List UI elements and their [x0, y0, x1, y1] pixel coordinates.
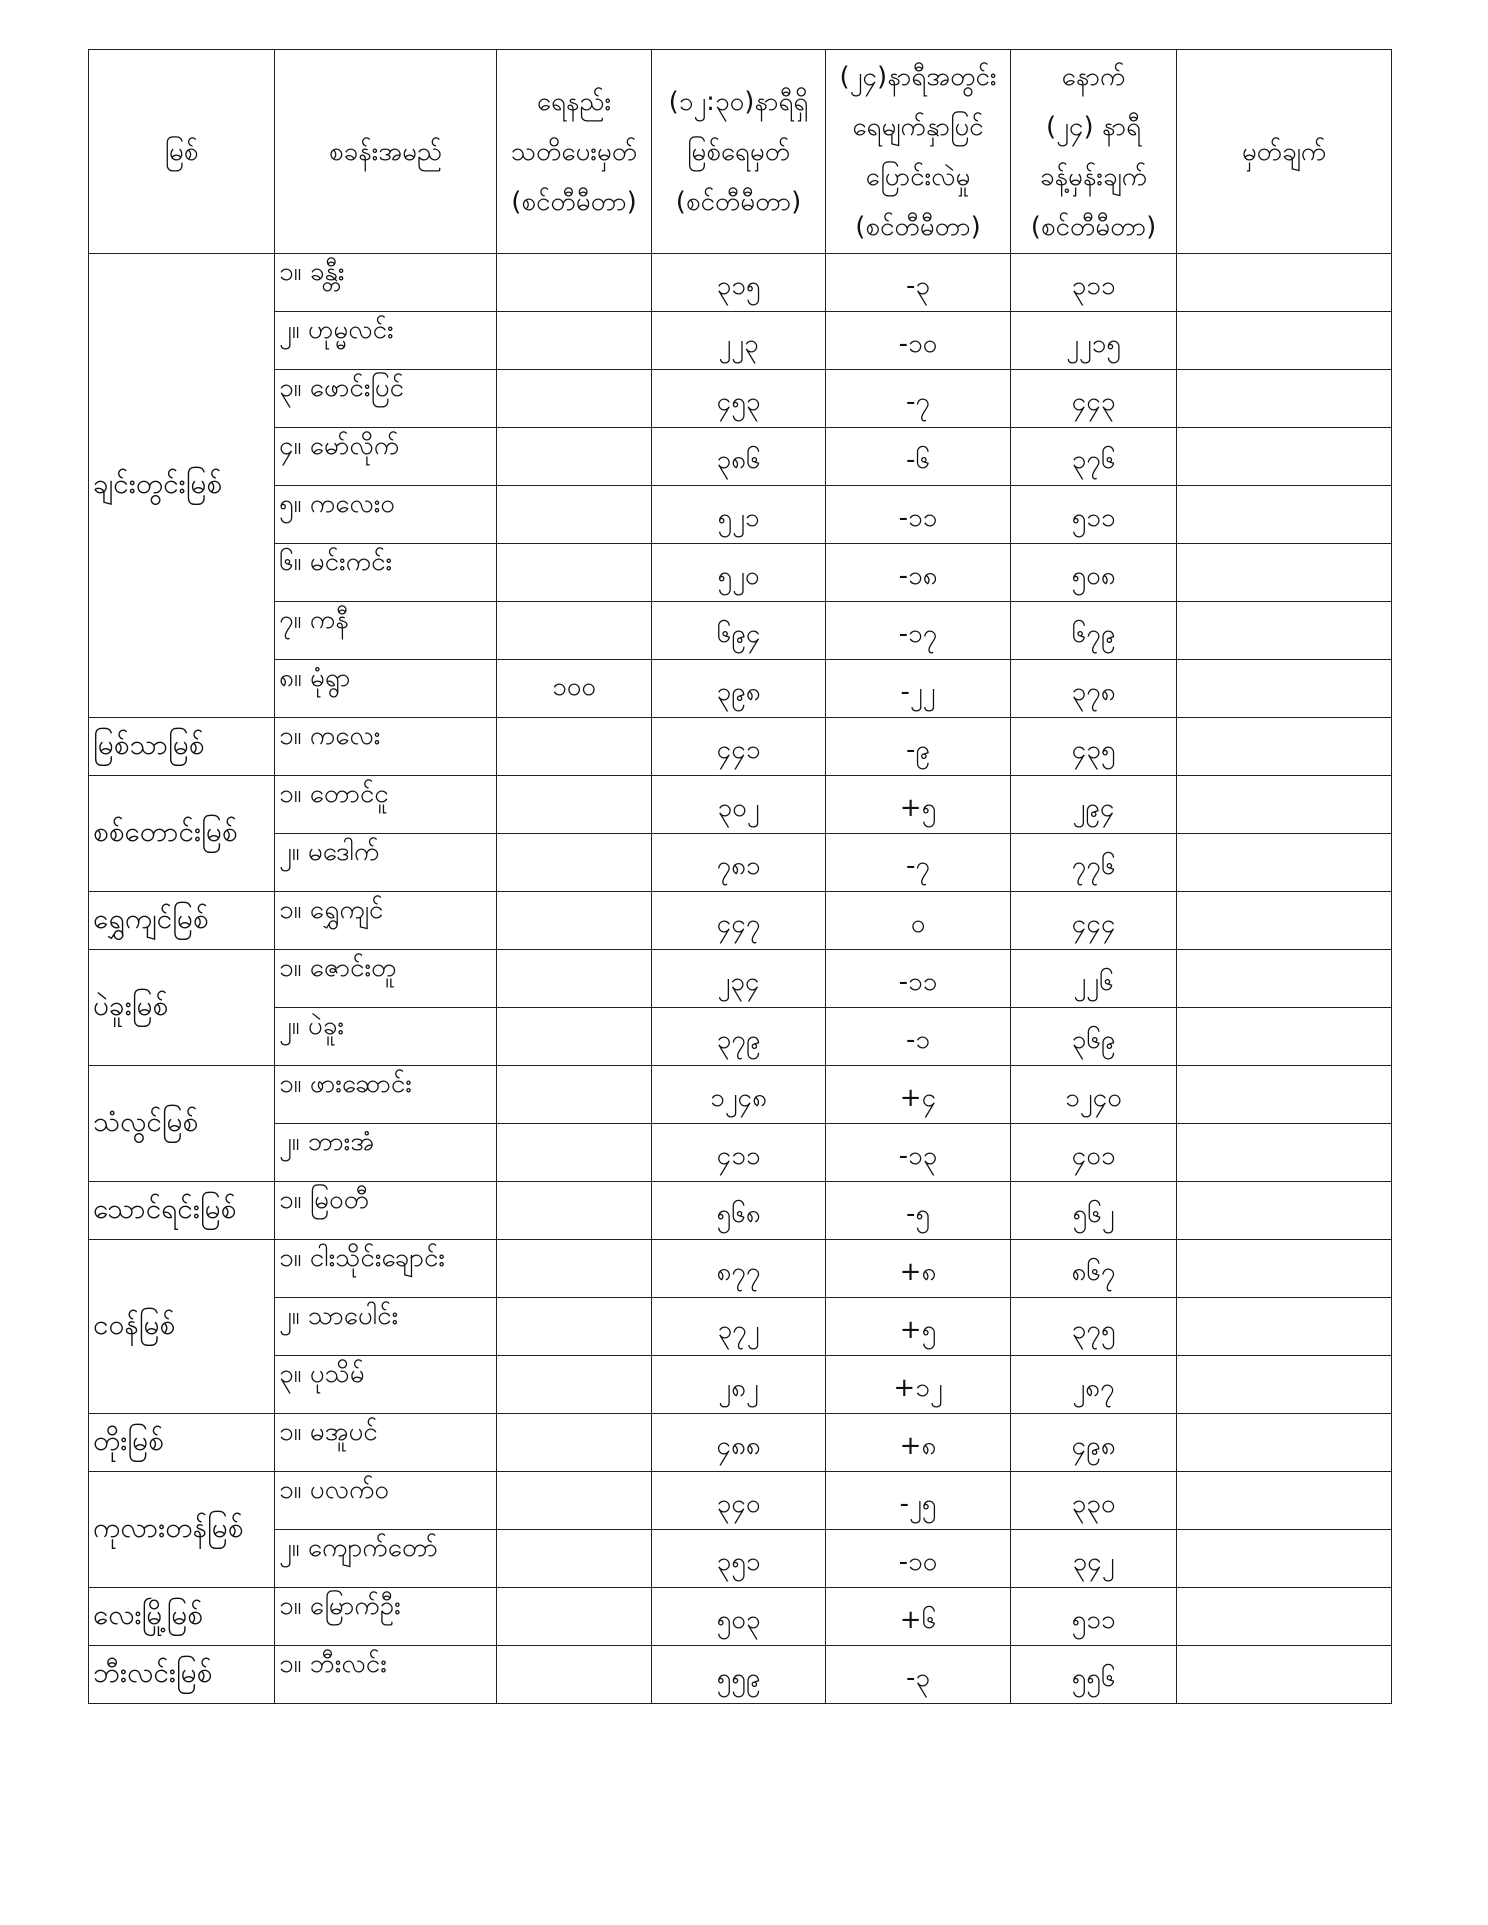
change-cell: -၅: [826, 1182, 1011, 1240]
remark-cell: [1177, 602, 1392, 660]
header-danger-level: ရေနည်း သတိပေးမှတ် (စင်တီမီတာ): [497, 50, 652, 254]
current-level-cell: ၄၄၇: [652, 892, 826, 950]
station-name-cell: ၁။ ပလက်ဝ: [275, 1472, 497, 1530]
remark-cell: [1177, 1414, 1392, 1472]
danger-level-cell: [497, 892, 652, 950]
remark-cell: [1177, 1008, 1392, 1066]
remark-cell: [1177, 370, 1392, 428]
remark-cell: [1177, 660, 1392, 718]
station-name-cell: ၇။ ကနီ: [275, 602, 497, 660]
river-name-cell: ပဲခူးမြစ်: [89, 950, 275, 1066]
header-forecast: နောက် (၂၄) နာရီ ခန့်မှန်းချက် (စင်တီမီတာ): [1011, 50, 1177, 254]
table-row: [89, 1240, 1392, 1298]
station-name-cell: ၁။ ခန္တီး: [275, 254, 497, 312]
current-level-cell: ၄၁၁: [652, 1124, 826, 1182]
station-name-cell: ၁။ ဇောင်းတူ: [275, 950, 497, 1008]
current-level-cell: ၃၁၅: [652, 254, 826, 312]
forecast-cell: ၅၅၆: [1011, 1646, 1177, 1704]
danger-level-cell: [497, 370, 652, 428]
forecast-cell: ၅၁၁: [1011, 486, 1177, 544]
danger-level-cell: [497, 602, 652, 660]
forecast-cell: ၁၂၄၀: [1011, 1066, 1177, 1124]
river-name-cell: ချင်းတွင်းမြစ်: [89, 254, 275, 718]
station-name-cell: ၂။ သာပေါင်း: [275, 1298, 497, 1356]
table-row: [89, 718, 1392, 776]
change-cell: +၆: [826, 1588, 1011, 1646]
table-row: [89, 370, 1392, 428]
forecast-cell: ၈၆၇: [1011, 1240, 1177, 1298]
table-row: [89, 1530, 1392, 1588]
forecast-cell: ၃၇၅: [1011, 1298, 1177, 1356]
remark-cell: [1177, 254, 1392, 312]
river-name-cell: စစ်တောင်းမြစ်: [89, 776, 275, 892]
station-name-cell: ၂။ မဒေါက်: [275, 834, 497, 892]
forecast-cell: ၄၀၁: [1011, 1124, 1177, 1182]
station-name-cell: ၁။ ဖားဆောင်း: [275, 1066, 497, 1124]
table-row: [89, 1588, 1392, 1646]
change-cell: -၂၅: [826, 1472, 1011, 1530]
current-level-cell: ၃၅၁: [652, 1530, 826, 1588]
change-cell: -၂၂: [826, 660, 1011, 718]
forecast-cell: ၂၂၁၅: [1011, 312, 1177, 370]
danger-level-cell: [497, 1066, 652, 1124]
table-row: [89, 950, 1392, 1008]
table-row: [89, 1646, 1392, 1704]
change-cell: -၉: [826, 718, 1011, 776]
danger-level-cell: [497, 254, 652, 312]
river-name-cell: ငဝန်မြစ်: [89, 1240, 275, 1414]
remark-cell: [1177, 1066, 1392, 1124]
current-level-cell: ၂၈၂: [652, 1356, 826, 1414]
station-name-cell: ၂။ ကျောက်တော်: [275, 1530, 497, 1588]
current-level-cell: ၂၂၃: [652, 312, 826, 370]
remark-cell: [1177, 1646, 1392, 1704]
station-name-cell: ၆။ မင်းကင်း: [275, 544, 497, 602]
forecast-cell: ၅၀၈: [1011, 544, 1177, 602]
danger-level-cell: [497, 1240, 652, 1298]
change-cell: -၆: [826, 428, 1011, 486]
current-level-cell: ၃၈၆: [652, 428, 826, 486]
river-name-cell: သောင်ရင်းမြစ်: [89, 1182, 275, 1240]
change-cell: -၇: [826, 370, 1011, 428]
current-level-cell: ၇၈၁: [652, 834, 826, 892]
change-cell: -၁၁: [826, 950, 1011, 1008]
remark-cell: [1177, 1298, 1392, 1356]
river-level-table: [88, 49, 1392, 1704]
forecast-cell: ၅၆၂: [1011, 1182, 1177, 1240]
danger-level-cell: [497, 1588, 652, 1646]
forecast-cell: ၄၉၈: [1011, 1414, 1177, 1472]
header-remark: မှတ်ချက်: [1177, 50, 1392, 254]
table-row: [89, 544, 1392, 602]
station-name-cell: ၃။ ဖောင်းပြင်: [275, 370, 497, 428]
current-level-cell: ၄၄၁: [652, 718, 826, 776]
header-river: မြစ်: [89, 50, 275, 254]
remark-cell: [1177, 1240, 1392, 1298]
station-name-cell: ၁။ ကလေး: [275, 718, 497, 776]
change-cell: -၁၃: [826, 1124, 1011, 1182]
table-row: [89, 1356, 1392, 1414]
change-cell: +၁၂: [826, 1356, 1011, 1414]
danger-level-cell: [497, 950, 652, 1008]
danger-level-cell: [497, 1008, 652, 1066]
change-cell: -၃: [826, 1646, 1011, 1704]
table-row: [89, 602, 1392, 660]
change-cell: -၁၀: [826, 1530, 1011, 1588]
table-body: [89, 254, 1392, 1704]
change-cell: +၄: [826, 1066, 1011, 1124]
current-level-cell: ၅၆၈: [652, 1182, 826, 1240]
station-name-cell: ၃။ ပုသိမ်: [275, 1356, 497, 1414]
remark-cell: [1177, 892, 1392, 950]
river-name-cell: ဘီးလင်းမြစ်: [89, 1646, 275, 1704]
header-24h-change: (၂၄)နာရီအတွင်း ရေမျက်နှာပြင် ပြောင်းလဲမှု (စင်တီမီတာ): [826, 50, 1011, 254]
current-level-cell: ၅၅၉: [652, 1646, 826, 1704]
change-cell: -၁၈: [826, 544, 1011, 602]
change-cell: +၈: [826, 1414, 1011, 1472]
river-name-cell: ရွှေကျင်မြစ်: [89, 892, 275, 950]
table-row: [89, 1124, 1392, 1182]
danger-level-cell: [497, 1530, 652, 1588]
current-level-cell: ၆၉၄: [652, 602, 826, 660]
danger-level-cell: [497, 718, 652, 776]
header-station: စခန်းအမည်: [275, 50, 497, 254]
table-row: [89, 1472, 1392, 1530]
current-level-cell: ၃၀၂: [652, 776, 826, 834]
current-level-cell: ၈၇၇: [652, 1240, 826, 1298]
table-row: [89, 1182, 1392, 1240]
remark-cell: [1177, 312, 1392, 370]
station-name-cell: ၂။ ပဲခူး: [275, 1008, 497, 1066]
remark-cell: [1177, 776, 1392, 834]
station-name-cell: ၁။ ရွှေကျင်: [275, 892, 497, 950]
station-name-cell: ၄။ မော်လိုက်: [275, 428, 497, 486]
river-name-cell: တိုးမြစ်: [89, 1414, 275, 1472]
forecast-cell: ၆၇၉: [1011, 602, 1177, 660]
danger-level-cell: [497, 312, 652, 370]
change-cell: -၁၇: [826, 602, 1011, 660]
forecast-cell: ၂၉၄: [1011, 776, 1177, 834]
change-cell: +၅: [826, 1298, 1011, 1356]
forecast-cell: ၄၄၄: [1011, 892, 1177, 950]
remark-cell: [1177, 1472, 1392, 1530]
river-name-cell: ကုလားတန်မြစ်: [89, 1472, 275, 1588]
danger-level-cell: [497, 1182, 652, 1240]
station-name-cell: ၂။ ဘားအံ: [275, 1124, 497, 1182]
current-level-cell: ၅၀၃: [652, 1588, 826, 1646]
current-level-cell: ၁၂၄၈: [652, 1066, 826, 1124]
station-name-cell: ၁။ မြဝတီ: [275, 1182, 497, 1240]
table-row: [89, 776, 1392, 834]
table-row: [89, 1066, 1392, 1124]
change-cell: -၃: [826, 254, 1011, 312]
forecast-cell: ၃၇၆: [1011, 428, 1177, 486]
forecast-cell: ၃၃၀: [1011, 1472, 1177, 1530]
change-cell: +၈: [826, 1240, 1011, 1298]
table-row: [89, 428, 1392, 486]
danger-level-cell: [497, 1124, 652, 1182]
remark-cell: [1177, 1356, 1392, 1414]
table-row: [89, 1008, 1392, 1066]
remark-cell: [1177, 718, 1392, 776]
station-name-cell: ၁။ ဘီးလင်း: [275, 1646, 497, 1704]
change-cell: -၁၁: [826, 486, 1011, 544]
remark-cell: [1177, 1124, 1392, 1182]
station-name-cell: ၁။ မြောက်ဦး: [275, 1588, 497, 1646]
remark-cell: [1177, 1588, 1392, 1646]
remark-cell: [1177, 486, 1392, 544]
station-name-cell: ၈။ မုံရွာ: [275, 660, 497, 718]
forecast-cell: ၄၄၃: [1011, 370, 1177, 428]
forecast-cell: ၃၇၈: [1011, 660, 1177, 718]
change-cell: -၇: [826, 834, 1011, 892]
current-level-cell: ၅၂၀: [652, 544, 826, 602]
danger-level-cell: [497, 1472, 652, 1530]
danger-level-cell: [497, 1414, 652, 1472]
remark-cell: [1177, 950, 1392, 1008]
station-name-cell: ၅။ ကလေးဝ: [275, 486, 497, 544]
table-row: [89, 660, 1392, 718]
header-current-level: (၁၂:၃၀)နာရီရှိ မြစ်ရေမှတ် (စင်တီမီတာ): [652, 50, 826, 254]
forecast-cell: ၅၁၁: [1011, 1588, 1177, 1646]
change-cell: -၁၀: [826, 312, 1011, 370]
remark-cell: [1177, 544, 1392, 602]
danger-level-cell: ၁၀၀: [497, 660, 652, 718]
current-level-cell: ၄၅၃: [652, 370, 826, 428]
danger-level-cell: [497, 776, 652, 834]
remark-cell: [1177, 834, 1392, 892]
remark-cell: [1177, 1182, 1392, 1240]
current-level-cell: ၅၂၁: [652, 486, 826, 544]
danger-level-cell: [497, 486, 652, 544]
danger-level-cell: [497, 544, 652, 602]
danger-level-cell: [497, 428, 652, 486]
station-name-cell: ၁။ မအူပင်: [275, 1414, 497, 1472]
table-row: [89, 892, 1392, 950]
river-name-cell: သံလွင်မြစ်: [89, 1066, 275, 1182]
river-name-cell: မြစ်သာမြစ်: [89, 718, 275, 776]
station-name-cell: ၂။ ဟုမ္မလင်း: [275, 312, 497, 370]
current-level-cell: ၄၈၈: [652, 1414, 826, 1472]
forecast-cell: ၂၂၆: [1011, 950, 1177, 1008]
station-name-cell: ၁။ တောင်ငူ: [275, 776, 497, 834]
change-cell: +၅: [826, 776, 1011, 834]
current-level-cell: ၃၇၉: [652, 1008, 826, 1066]
current-level-cell: ၃၇၂: [652, 1298, 826, 1356]
danger-level-cell: [497, 1298, 652, 1356]
remark-cell: [1177, 428, 1392, 486]
change-cell: ၀: [826, 892, 1011, 950]
forecast-cell: ၇၇၆: [1011, 834, 1177, 892]
table-row: [89, 1298, 1392, 1356]
forecast-cell: ၃၄၂: [1011, 1530, 1177, 1588]
table-row: [89, 312, 1392, 370]
danger-level-cell: [497, 834, 652, 892]
table-row: [89, 254, 1392, 312]
forecast-cell: ၃၁၁: [1011, 254, 1177, 312]
forecast-cell: ၄၃၅: [1011, 718, 1177, 776]
danger-level-cell: [497, 1646, 652, 1704]
current-level-cell: ၃၉၈: [652, 660, 826, 718]
forecast-cell: ၃၆၉: [1011, 1008, 1177, 1066]
table-row: [89, 834, 1392, 892]
remark-cell: [1177, 1530, 1392, 1588]
station-name-cell: ၁။ ငါးသိုင်းချောင်း: [275, 1240, 497, 1298]
table-row: [89, 486, 1392, 544]
table-row: [89, 1414, 1392, 1472]
current-level-cell: ၂၃၄: [652, 950, 826, 1008]
river-name-cell: လေးမြို့မြစ်: [89, 1588, 275, 1646]
forecast-cell: ၂၈၇: [1011, 1356, 1177, 1414]
current-level-cell: ၃၄၀: [652, 1472, 826, 1530]
change-cell: -၁: [826, 1008, 1011, 1066]
danger-level-cell: [497, 1356, 652, 1414]
header-row: [89, 50, 1392, 254]
